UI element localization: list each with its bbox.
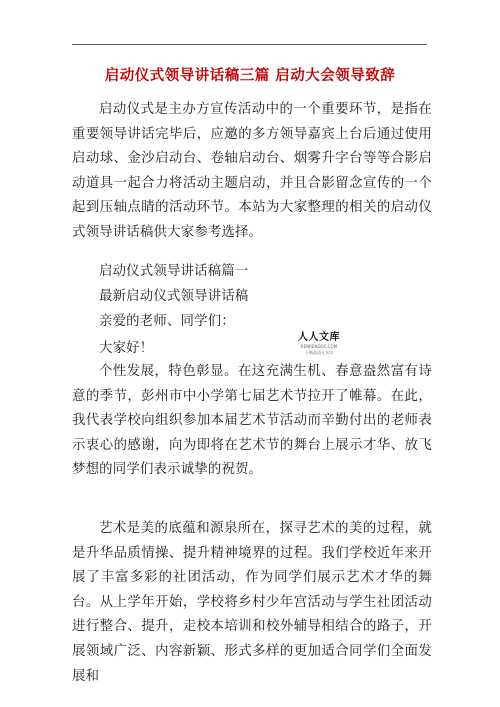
greeting-text: 大家好！ bbox=[99, 341, 154, 356]
watermark-text: 人人文库 bbox=[298, 332, 340, 343]
section-heading bbox=[72, 260, 432, 285]
document-title: 启动仪式领导讲话稿三篇 启动大会领导致辞 bbox=[104, 67, 396, 84]
greeting bbox=[72, 337, 432, 362]
speech-title-text: 最新启动仪式领导讲话稿 bbox=[99, 289, 249, 304]
paragraph-text: 个性发展，特色彰显。在这充满生机、春意盎然富有诗意的季节，彭州市中小学第七届艺术节拉开了帷幕。在此，我代表学校向组织参加本届艺术节活动而辛勤付出的老师表示衷心的感谢，向为即将在艺术节的舞台上展示才华、放飞梦想的同学们表示诚挚的祝贺。 bbox=[72, 364, 432, 478]
watermark-logo bbox=[296, 332, 342, 360]
watermark-subtext: RENRENDOC.COM bbox=[300, 344, 338, 349]
watermark-subtext-2: 下载高清无水印 bbox=[305, 350, 333, 355]
intro-paragraph bbox=[72, 98, 432, 246]
section-heading-text: 启动仪式领导讲话稿篇一 bbox=[99, 264, 249, 279]
header-rule bbox=[72, 44, 427, 45]
salutation-text: 亲爱的老师、同学们： bbox=[99, 314, 235, 329]
salutation bbox=[72, 310, 432, 335]
body-paragraph-1 bbox=[72, 360, 432, 483]
paragraph-text: 启动仪式是主办方宣传活动中的一个重要环节，是指在重要领导讲话完毕后，应邀的多方领导嘉宾上台后通过使用启动球、金沙启动台、卷轴启动台、烟雾升字台等等合影启动道具一起合力将活动主题启动，并且合影留念宣传的一个起到压轴点睛的活动环节。本站为大家整理的相关的启动仪式领导讲话稿供大家参考选择。 bbox=[72, 102, 432, 240]
paragraph-text: 艺术是美的底蕴和源泉所在，探寻艺术的美的过程，就是升华品质情操、提升精神境界的过程。我们学校近年来开展了丰富多彩的社团活动，作为同学们展示艺术才华的舞台。从上学年开始，学校将乡村少年宫活动与学生社团活动进行整合、提升，走校本培训和校外辅导相结合的路子，开展领域广泛、内容新颖、形式多样的更加适合同学们全面发展和 bbox=[72, 521, 432, 684]
body-paragraph-2 bbox=[72, 517, 432, 689]
speech-title bbox=[72, 285, 432, 310]
